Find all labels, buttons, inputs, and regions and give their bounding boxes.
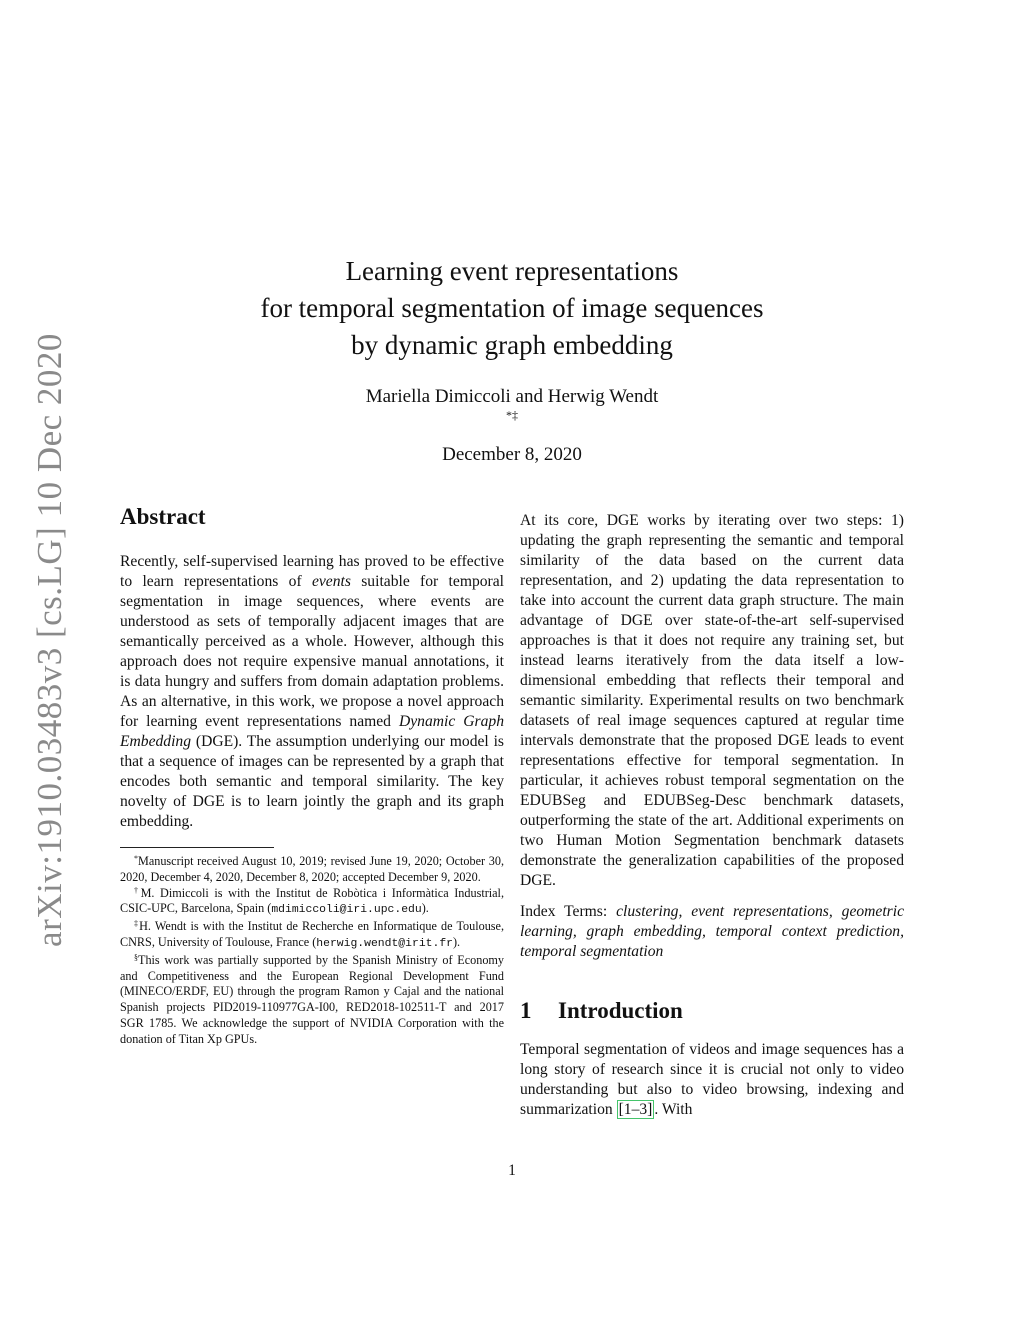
footnote-text: This work was partially supported by the Spanish Ministry of Economy and Competitiveness and the European Regional Development Fund (MINECO/ERDF, EU) through the program Ramon y Cajal and the national Spanish projects PID2019-110977GA-I00, RED2018-102511-T and 2017 SGR 1785. We acknowledge the support of NVIDIA Corporation with the donation of Titan Xp GPUs. <box>120 952 504 1046</box>
abstract-emphasis-events: events <box>311 573 351 590</box>
section-title: Introduction <box>558 998 683 1023</box>
abstract-text-part-1: Recently, self-supervised learning has proved to be effective to learn representations of <box>120 553 504 590</box>
abstract-heading: Abstract <box>120 504 206 529</box>
email-dimiccoli: mdimiccoli@iri.upc.edu <box>271 904 422 917</box>
footnote-text-end: ). <box>453 934 461 949</box>
abstract-continuation: At its core, DGE works by iterating over two steps: 1) updating the graph representing the semantic and temporal similarity of the data based on the current data representation, and 2) updating the data representation to take into account the current data graph structure. The main advantage of DGE over state-of-the-art self-supervised approaches is that it does not require any training set, but instead learns iteratively from the data itself a low-dimensional embedding that reflects their temporal and semantic similarity. Experimental results on two benchmark datasets of real image sequences captured at regular time intervals demonstrate that the proposed DGE leads to event representations effective for temporal segmentation. In particular, it achieves robust temporal segmentation on the EDUBSeg and EDUBSeg-Desc benchmark datasets, outperforming the state of the art. Additional experiments on two Human Motion Segmentation benchmark datasets demonstrate the generalization capabilities of the proposed DGE. <box>520 512 904 889</box>
footnote-divider <box>120 847 274 848</box>
abstract-text-part-2: suitable for temporal segmentation in image sequences, where events are understood as sets of temporally adjacent images that are semantically perceived as a whole. However, although this approach does not require expensive manual annotations, it is data hungry and suffers from domain adaptation problems. As an alternative, in this work, we propose a novel approach for learning event representations named <box>120 573 504 730</box>
authors: Mariella Dimiccoli and Herwig Wendt <box>365 386 659 407</box>
abstract-body <box>120 552 504 832</box>
arxiv-identifier-stamp: arXiv:1910.03483v3 [cs.LG] 10 Dec 2020 <box>30 333 69 947</box>
abstract-emphasis-dge: Dynamic Graph Embedding <box>120 713 504 750</box>
footnote-text: H. Wendt is with the Institut de Recherche en Informatique de Toulouse, CNRS, University of Toulouse, France ( <box>120 919 504 949</box>
footnote-manuscript <box>120 854 504 886</box>
email-wendt: herwig.wendt@irit.fr <box>316 937 453 950</box>
paper-title-line-2: for temporal segmentation of image sequences <box>260 293 764 323</box>
footnote-mark: § <box>134 952 138 962</box>
publication-date: December 8, 2020 <box>442 444 582 465</box>
section-heading-introduction <box>520 996 904 1026</box>
author-footnote-marks: *‡ <box>506 408 518 422</box>
right-column <box>520 511 904 1120</box>
page-number: 1 <box>508 1162 516 1179</box>
introduction-paragraph <box>520 1040 904 1120</box>
footnote-wendt <box>120 919 504 953</box>
index-terms-list: clustering, event representations, geometric learning, graph embedding, temporal context prediction, temporal segmentation <box>520 903 904 960</box>
footnote-mark: † <box>134 885 141 895</box>
paper-title-line-1: Learning event representations <box>345 256 679 286</box>
introduction-text-end: . With <box>654 1101 693 1118</box>
footnote-text-end: ). <box>421 901 429 916</box>
index-terms <box>520 902 904 962</box>
title-block <box>120 253 904 466</box>
citation-link[interactable]: [1–3] <box>618 1101 653 1118</box>
footnote-mark: * <box>134 854 138 863</box>
introduction-text: Temporal segmentation of videos and image sequences has a long story of research since it is crucial not only to video understanding but also to video browsing, indexing and summarization <box>520 1041 904 1118</box>
section-number: 1 <box>520 998 532 1023</box>
left-column <box>120 502 504 1048</box>
abstract-text-part-3: (DGE). The assumption underlying our model is that a sequence of images can be represented by a graph that encodes both semantic and temporal similarity. The key novelty of DGE is to learn jointly the graph and its graph embedding. <box>120 733 504 830</box>
footnote-mark: ‡ <box>134 919 140 929</box>
index-terms-label: Index Terms: <box>520 903 617 920</box>
footnote-funding <box>120 953 504 1048</box>
paper-title-line-3: by dynamic graph embedding <box>351 330 673 360</box>
footnote-dimiccoli <box>120 886 504 920</box>
footnote-text: M. Dimiccoli is with the Institut de Robòtica i Informàtica Industrial, CSIC-UPC, Barcelona, Spain ( <box>120 885 504 916</box>
footnote-text: Manuscript received August 10, 2019; revised June 19, 2020; October 30, 2020, December 4, 2020, December 8, 2020; accepted December 9, 2020. <box>120 854 504 884</box>
